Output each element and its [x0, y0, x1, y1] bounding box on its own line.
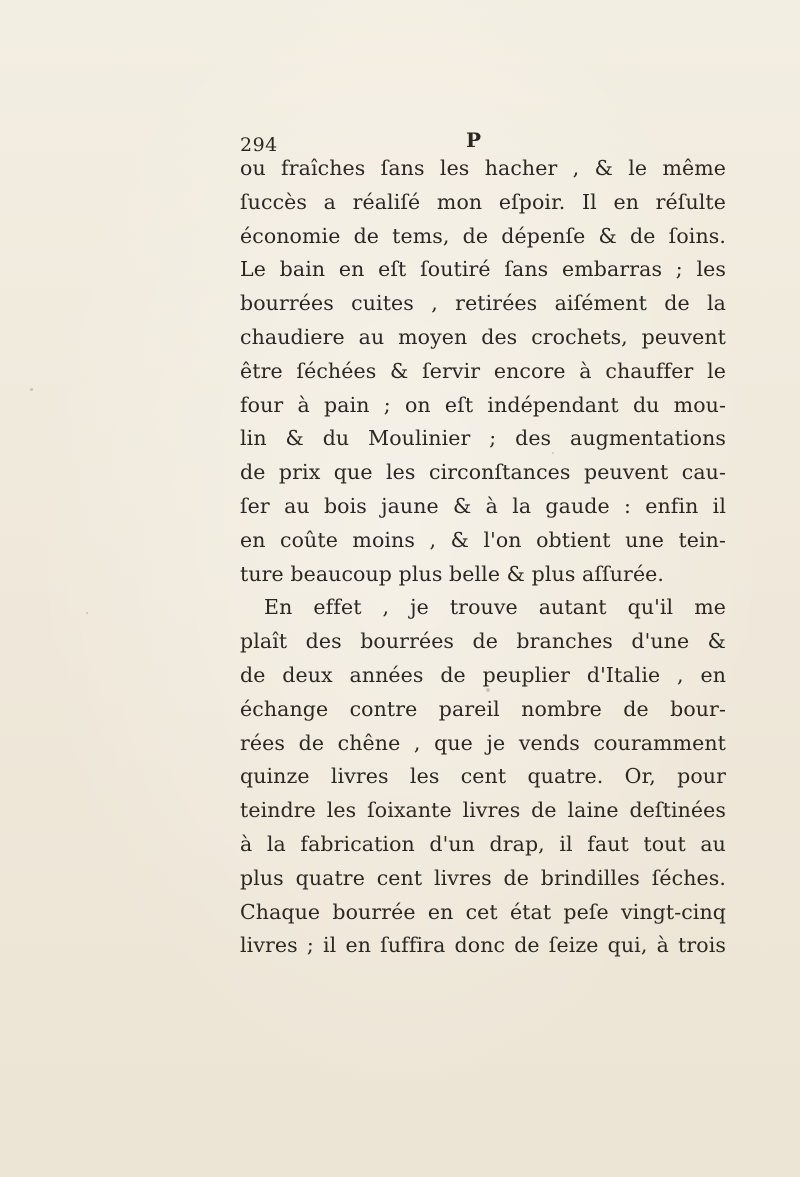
text-line: teindre les ſoixante livres de laine deſtinées	[240, 798, 726, 823]
text-line: ou fraîches ſans les hacher , & le même	[240, 156, 726, 180]
text-line: être ſéchées & ſervir encore à chauffer le	[240, 358, 726, 383]
paper-blemish	[86, 612, 88, 614]
text-line: à la fabrication d'un drap, il faut tout au	[240, 831, 726, 856]
text-line: économie de tems, de dépenſe & de ſoins.	[240, 223, 726, 248]
text-line: lin & du Moulinier ; des augmentations	[240, 426, 726, 451]
text-line: four à pain ; on eſt indépendant du mou-	[240, 392, 726, 417]
text-line: plaît des bourrées de branches d'une &	[240, 629, 726, 654]
text-line: de deux années de peuplier d'Italie , en	[240, 662, 726, 687]
text-line: rées de chêne , que je vends couramment	[240, 730, 726, 755]
text-line: plus quatre cent livres de brindilles ſéches.	[240, 865, 726, 890]
header-letter: P	[466, 128, 482, 152]
page-number: 294	[240, 134, 278, 156]
body-text	[240, 152, 726, 963]
text-line: Chaque bourrée en cet état peſe vingt-cinq	[240, 899, 726, 924]
text-line: ſer au bois jaune & à la gaude : enfin il	[240, 493, 726, 518]
text-line: quinze livres les cent quatre. Or, pour	[240, 764, 726, 789]
text-line: En effet , je trouve autant qu'il me	[264, 595, 726, 620]
text-line: ſuccès a réaliſé mon eſpoir. Il en réſulte	[240, 189, 726, 214]
text-line: échange contre pareil nombre de bour-	[240, 696, 726, 721]
text-line: chaudiere au moyen des crochets, peuvent	[240, 324, 726, 349]
paper-blemish	[30, 388, 33, 391]
text-line: Le bain en eſt ſoutiré ſans embarras ; les	[240, 257, 726, 282]
text-line: livres ; il en ſuffira donc de ſeize qui, à trois	[240, 933, 726, 958]
text-line: en coûte moins , & l'on obtient une tein-	[240, 527, 726, 552]
text-line: de prix que les circonſtances peuvent cau-	[240, 460, 726, 485]
text-line: ture beaucoup plus belle & plus aſſurée.	[240, 561, 665, 586]
text-line: bourrées cuites , retirées aiſément de la	[240, 291, 726, 316]
